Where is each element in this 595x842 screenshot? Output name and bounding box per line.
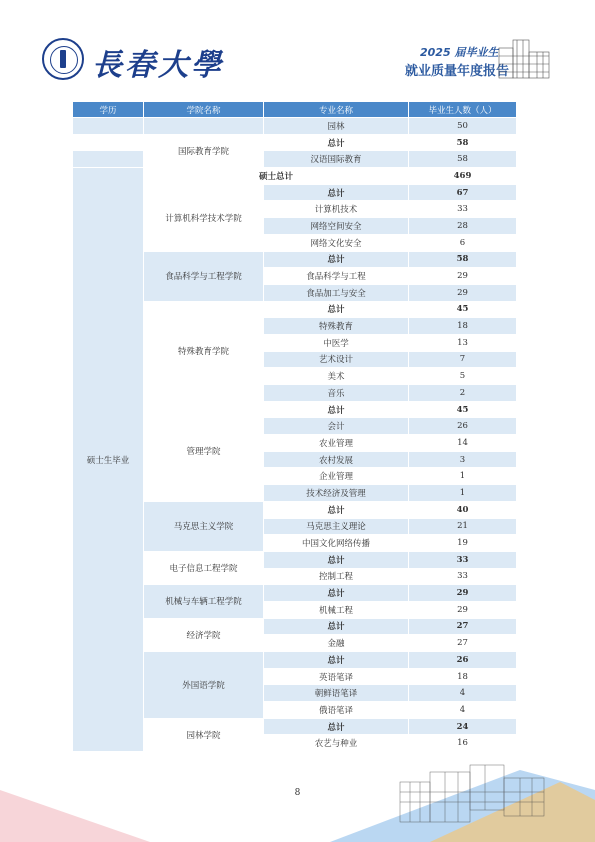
count-cell: 58	[409, 134, 517, 151]
count-cell: 29	[409, 284, 517, 301]
count-cell: 16	[409, 735, 517, 752]
count-cell: 5	[409, 368, 517, 385]
degree-cell	[73, 118, 144, 135]
count-cell: 58	[409, 151, 517, 168]
major-cell: 总计	[264, 585, 409, 602]
count-cell: 27	[409, 618, 517, 635]
count-cell: 1	[409, 468, 517, 485]
college-name: 经济学院	[144, 618, 264, 651]
count-cell: 18	[409, 668, 517, 685]
major-cell: 园林	[264, 118, 409, 135]
major-cell: 总计	[264, 134, 409, 151]
column-header-count: 毕业生人数（人）	[409, 102, 517, 118]
count-cell: 21	[409, 518, 517, 535]
major-cell: 控制工程	[264, 568, 409, 585]
college-name: 园林学院	[144, 718, 264, 751]
major-cell: 总计	[264, 401, 409, 418]
college-name: 特殊教育学院	[144, 301, 264, 401]
degree-label: 硕士生毕业	[73, 168, 144, 752]
major-cell: 网络文化安全	[264, 234, 409, 251]
major-cell: 农业管理	[264, 435, 409, 452]
college-name: 食品科学与工程学院	[144, 251, 264, 301]
count-cell: 7	[409, 351, 517, 368]
building-sketch-icon	[495, 36, 555, 80]
count-cell: 29	[409, 601, 517, 618]
major-cell: 机械工程	[264, 601, 409, 618]
report-title: 就业质量年度报告	[405, 64, 510, 79]
count-cell: 18	[409, 318, 517, 335]
count-cell: 29	[409, 268, 517, 285]
page-header	[0, 0, 595, 95]
major-cell: 总计	[264, 501, 409, 518]
university-name: 長春大學	[92, 48, 224, 83]
count-cell: 45	[409, 301, 517, 318]
graduate-count-table	[72, 101, 517, 752]
count-cell: 45	[409, 401, 517, 418]
column-header-college: 学院名称	[144, 102, 264, 118]
major-cell: 特殊教育	[264, 318, 409, 335]
major-cell: 美术	[264, 368, 409, 385]
major-cell: 企业管理	[264, 468, 409, 485]
major-cell: 网络空间安全	[264, 218, 409, 235]
major-cell: 马克思主义理论	[264, 518, 409, 535]
count-cell: 2	[409, 385, 517, 402]
major-cell: 食品科学与工程	[264, 268, 409, 285]
major-cell: 中国文化网络传播	[264, 535, 409, 552]
count-cell: 67	[409, 184, 517, 201]
college-name: 外国语学院	[144, 652, 264, 719]
count-cell: 4	[409, 702, 517, 719]
major-cell: 音乐	[264, 385, 409, 402]
table-row	[73, 151, 517, 168]
college-name: 机械与车辆工程学院	[144, 585, 264, 618]
college-cell	[144, 118, 264, 135]
college-name: 国际教育学院	[144, 134, 264, 167]
table-row	[73, 134, 517, 151]
degree-cell	[73, 134, 144, 151]
college-name: 马克思主义学院	[144, 501, 264, 551]
major-cell: 农艺与种业	[264, 735, 409, 752]
count-cell: 33	[409, 568, 517, 585]
count-cell: 6	[409, 234, 517, 251]
report-year: 2025 届毕业生	[420, 46, 499, 59]
major-cell: 汉语国际教育	[264, 151, 409, 168]
major-cell: 计算机技术	[264, 201, 409, 218]
table-header-row	[73, 102, 517, 118]
count-cell: 13	[409, 334, 517, 351]
count-cell: 50	[409, 118, 517, 135]
major-cell: 俄语笔译	[264, 702, 409, 719]
major-cell: 总计	[264, 184, 409, 201]
table-row	[73, 168, 517, 185]
count-cell: 27	[409, 635, 517, 652]
count-cell: 469	[409, 168, 517, 185]
count-cell: 1	[409, 485, 517, 502]
college-name: 管理学院	[144, 401, 264, 501]
major-cell: 会计	[264, 418, 409, 435]
page-number: 8	[294, 788, 301, 798]
major-cell: 农村发展	[264, 451, 409, 468]
college-name: 电子信息工程学院	[144, 551, 264, 584]
major-cell: 总计	[264, 652, 409, 669]
count-cell: 4	[409, 685, 517, 702]
major-cell: 金融	[264, 635, 409, 652]
column-header-degree: 学历	[73, 102, 144, 118]
count-cell: 24	[409, 718, 517, 735]
count-cell: 29	[409, 585, 517, 602]
count-cell: 19	[409, 535, 517, 552]
count-cell: 26	[409, 418, 517, 435]
major-cell: 食品加工与安全	[264, 284, 409, 301]
major-cell: 英语笔译	[264, 668, 409, 685]
master-total-label: 硕士总计	[144, 168, 409, 185]
major-cell: 朝鲜语笔译	[264, 685, 409, 702]
major-cell: 总计	[264, 718, 409, 735]
major-cell: 总计	[264, 301, 409, 318]
column-header-major: 专业名称	[264, 102, 409, 118]
count-cell: 33	[409, 551, 517, 568]
count-cell: 33	[409, 201, 517, 218]
count-cell: 14	[409, 435, 517, 452]
major-cell: 总计	[264, 551, 409, 568]
major-cell: 总计	[264, 251, 409, 268]
count-cell: 3	[409, 451, 517, 468]
major-cell: 中医学	[264, 334, 409, 351]
count-cell: 58	[409, 251, 517, 268]
footer-decoration	[0, 760, 595, 842]
table-row	[73, 118, 517, 135]
count-cell: 26	[409, 652, 517, 669]
degree-cell	[73, 151, 144, 168]
major-cell: 技术经济及管理	[264, 485, 409, 502]
major-cell: 艺术设计	[264, 351, 409, 368]
university-seal-logo	[42, 38, 84, 80]
count-cell: 40	[409, 501, 517, 518]
college-name: 计算机科学技术学院	[144, 184, 264, 251]
count-cell: 28	[409, 218, 517, 235]
major-cell: 总计	[264, 618, 409, 635]
